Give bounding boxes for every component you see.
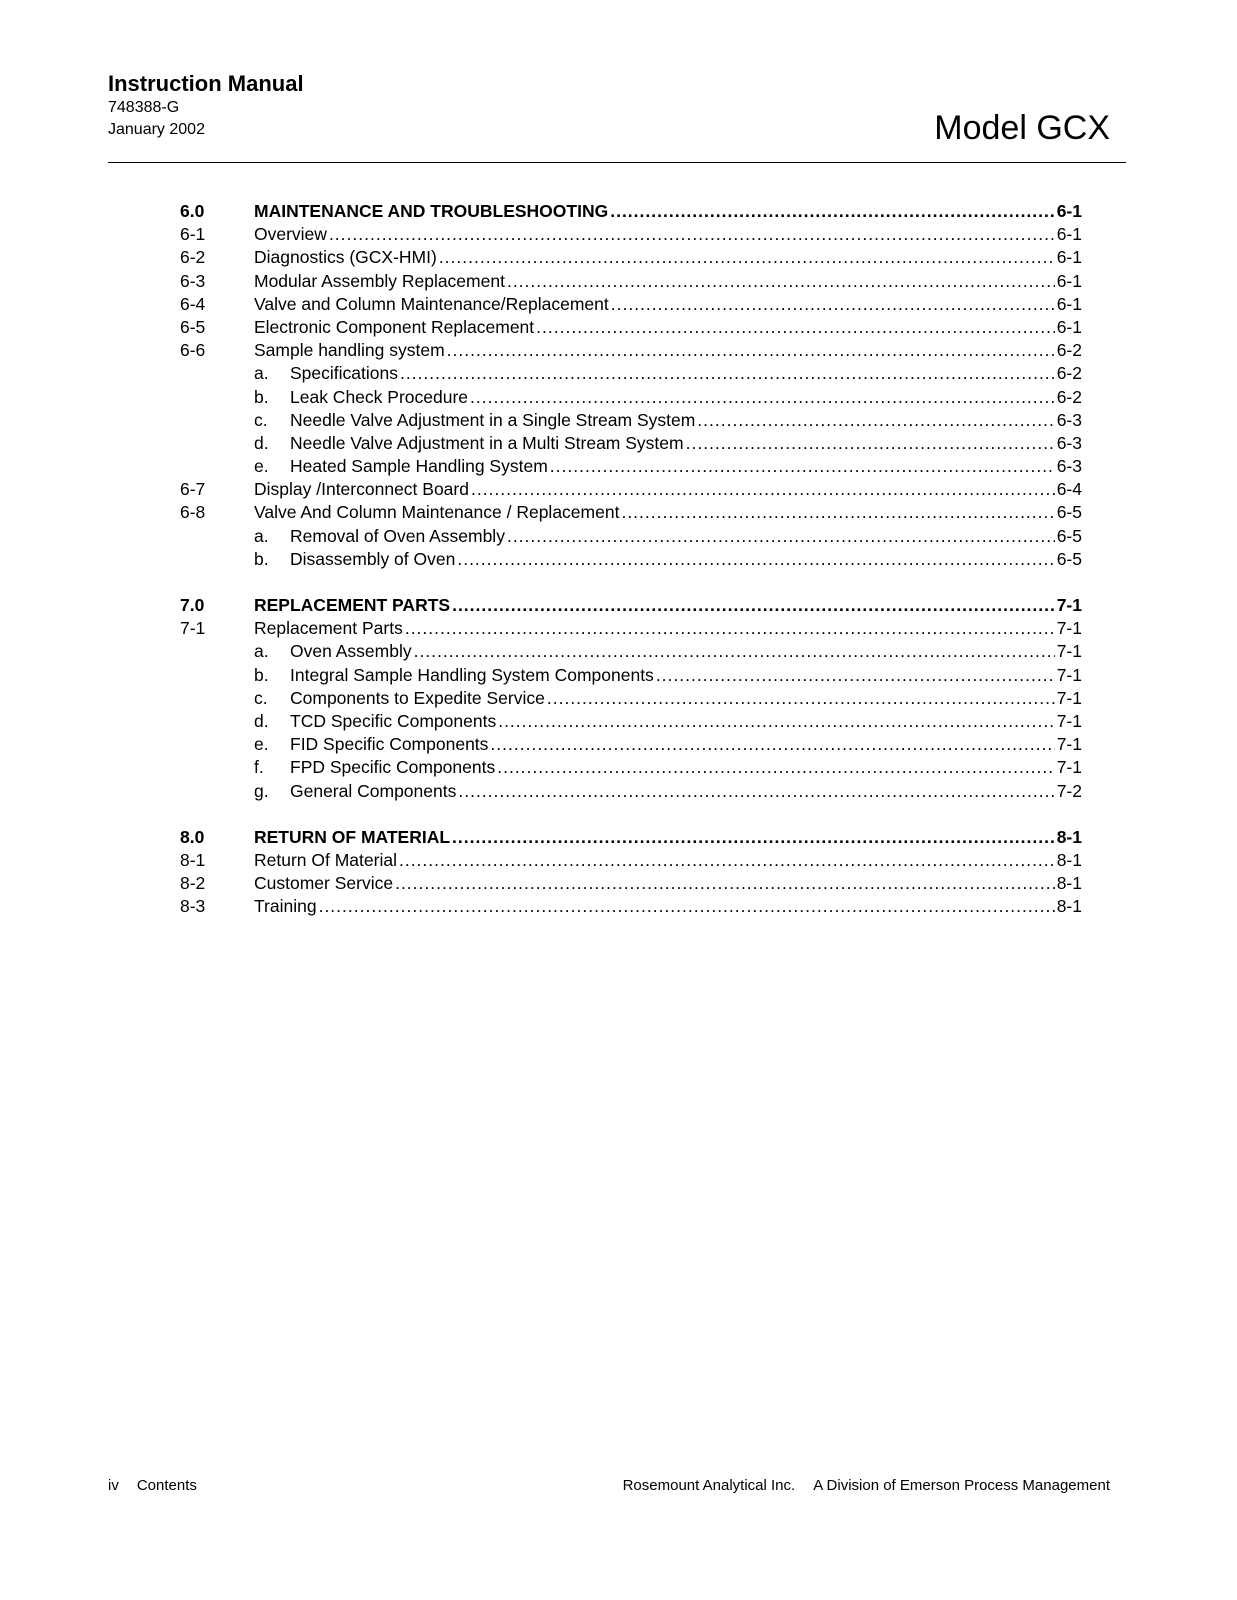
toc-page-number: 6-1 [1056,247,1082,268]
toc-title: Removal of Oven Assembly [290,525,505,546]
document-header [108,71,304,141]
document-title: Instruction Manual [108,71,304,96]
toc-page-number: 8-1 [1056,896,1082,917]
toc-letter: e. [254,456,269,477]
toc-page-number: 6-3 [1056,432,1082,453]
toc-letter: e. [254,734,269,755]
toc-title: Valve And Column Maintenance / Replacement [254,502,620,523]
toc-section-entry [180,293,1082,316]
footer-company: Rosemount Analytical Inc. [622,1477,796,1494]
toc-chapter-entry [180,594,1082,617]
toc-page-number: 7-1 [1056,664,1082,685]
toc-subsection-entry [180,780,1082,803]
toc-title: Heated Sample Handling System [290,456,548,477]
toc-title: Needle Valve Adjustment in a Multi Stream System [290,432,684,453]
toc-dot-leader [405,617,1055,640]
toc-section-entry [180,270,1082,293]
toc-letter: c. [254,687,268,708]
toc-title: Return Of Material [254,849,397,870]
toc-number: 8.0 [180,826,205,847]
toc-page-number: 6-4 [1056,479,1082,500]
toc-dot-leader [490,733,1054,756]
toc-title: Diagnostics (GCX-HMI) [254,247,437,268]
toc-dot-leader [610,200,1054,223]
toc-subsection-entry [180,455,1082,478]
toc-letter: a. [254,363,269,384]
toc-title: Overview [254,224,327,245]
toc-page-number: 6-3 [1056,409,1082,430]
toc-subsection-entry [180,409,1082,432]
toc-letter: a. [254,525,269,546]
document-date: January 2002 [108,121,205,138]
toc-subsection-entry [180,548,1082,571]
toc-number: 6-7 [180,479,206,500]
toc-letter: g. [254,780,269,801]
toc-dot-leader [329,223,1055,246]
toc-dot-leader [697,409,1054,432]
toc-dot-leader [656,664,1055,687]
toc-page-number: 6-5 [1056,525,1082,546]
toc-title: Components to Expedite Service [290,687,545,708]
toc-section [180,200,1082,571]
footer-division: A Division of Emerson Process Management [813,1477,1110,1494]
toc-subsection-entry [180,362,1082,385]
toc-page-number: 8-1 [1056,873,1082,894]
toc-title: Specifications [290,363,398,384]
toc-page-number: 6-1 [1056,270,1082,291]
toc-number: 6-4 [180,293,206,314]
toc-section-entry [180,478,1082,501]
toc-dot-leader [547,687,1055,710]
toc-number: 6-8 [180,502,206,523]
toc-dot-leader [507,525,1055,548]
toc-title: TCD Specific Components [290,710,497,731]
toc-title: FID Specific Components [290,734,489,755]
toc-dot-leader [452,826,1055,849]
toc-dot-leader [471,478,1055,501]
toc-page-number: 6-5 [1056,502,1082,523]
toc-dot-leader [319,895,1055,918]
toc-number: 6-3 [180,270,206,291]
toc-section [180,826,1082,919]
document-number: 748388-G [108,99,180,116]
toc-title: Leak Check Procedure [290,386,469,407]
toc-dot-leader [458,780,1054,803]
toc-title: MAINTENANCE AND TROUBLESHOOTING [254,201,609,221]
toc-number: 8-1 [180,849,206,870]
toc-page-number: 8-1 [1056,826,1082,847]
toc-page-number: 8-1 [1056,849,1082,870]
toc-dot-leader [452,594,1055,617]
toc-page-number: 7-1 [1056,595,1082,615]
toc-title: REPLACEMENT PARTS [254,595,451,615]
toc-section-entry [180,316,1082,339]
toc-page-number: 7-1 [1056,710,1082,731]
toc-dot-leader [470,386,1055,409]
toc-title: Oven Assembly [290,641,412,662]
toc-title: FPD Specific Components [290,757,496,778]
toc-title: Sample handling system [254,340,445,361]
toc-title: Disassembly of Oven [290,548,456,569]
toc-section-entry [180,223,1082,246]
toc-dot-leader [611,293,1055,316]
toc-dot-leader [457,548,1054,571]
toc-number: 7-1 [180,618,206,639]
toc-title: Needle Valve Adjustment in a Single Stream System [290,409,696,430]
toc-dot-leader [395,872,1055,895]
toc-page-number: 6-3 [1056,456,1082,477]
toc-page-number: 7-1 [1056,734,1082,755]
toc-dot-leader [399,849,1055,872]
toc-number: 7.0 [180,595,205,615]
toc-section-entry [180,339,1082,362]
table-of-contents [180,200,1082,941]
toc-section-entry [180,849,1082,872]
footer-section: Contents [136,1477,197,1494]
toc-page-number: 6-1 [1056,201,1082,221]
toc-dot-leader [621,501,1054,524]
toc-section [180,594,1082,803]
toc-subsection-entry [180,432,1082,455]
toc-dot-leader [536,316,1055,339]
toc-number: 6-2 [180,247,206,268]
toc-title: Modular Assembly Replacement [254,270,505,291]
toc-title: Training [254,896,317,917]
toc-page-number: 6-2 [1056,340,1082,361]
toc-dot-leader [686,432,1055,455]
toc-title: Valve and Column Maintenance/Replacement [254,293,609,314]
toc-subsection-entry [180,664,1082,687]
toc-page-number: 6-5 [1056,548,1082,569]
toc-subsection-entry [180,386,1082,409]
toc-chapter-entry [180,200,1082,223]
toc-letter: f. [254,757,264,778]
toc-subsection-entry [180,756,1082,779]
toc-subsection-entry [180,525,1082,548]
toc-chapter-entry [180,826,1082,849]
toc-dot-leader [447,339,1055,362]
toc-letter: d. [254,710,269,731]
toc-number: 6-5 [180,316,206,337]
toc-dot-leader [414,640,1055,663]
toc-letter: a. [254,641,269,662]
toc-letter: b. [254,664,269,685]
toc-subsection-entry [180,687,1082,710]
toc-section-entry [180,617,1082,640]
toc-dot-leader [507,270,1055,293]
toc-dot-leader [550,455,1055,478]
toc-letter: b. [254,548,269,569]
toc-letter: d. [254,432,269,453]
toc-page-number: 7-1 [1056,618,1082,639]
model-title: Model GCX [934,109,1110,147]
toc-page-number: 7-1 [1056,757,1082,778]
toc-title: General Components [290,780,457,801]
toc-section-entry [180,501,1082,524]
toc-section-entry [180,872,1082,895]
toc-dot-leader [497,756,1054,779]
toc-page-number: 6-1 [1056,224,1082,245]
toc-title: Integral Sample Handling System Components [290,664,654,685]
toc-dot-leader [400,362,1055,385]
toc-section-entry [180,246,1082,269]
toc-page-number: 7-1 [1056,641,1082,662]
toc-number: 6-6 [180,340,206,361]
footer-right [623,1477,1110,1494]
toc-title: Display /Interconnect Board [254,479,469,500]
header-divider [108,162,1126,163]
toc-dot-leader [498,710,1055,733]
toc-number: 6.0 [180,201,205,221]
toc-subsection-entry [180,640,1082,663]
toc-number: 6-1 [180,224,206,245]
toc-subsection-entry [180,733,1082,756]
toc-number: 8-2 [180,873,206,894]
toc-page-number: 7-1 [1056,687,1082,708]
toc-number: 8-3 [180,896,206,917]
toc-page-number: 6-1 [1056,293,1082,314]
toc-subsection-entry [180,710,1082,733]
toc-page-number: 6-1 [1056,316,1082,337]
toc-page-number: 6-2 [1056,386,1082,407]
toc-title: Replacement Parts [254,618,403,639]
toc-letter: c. [254,409,268,430]
toc-section-entry [180,895,1082,918]
footer-page-number: iv [108,1477,119,1494]
footer-left [108,1477,215,1494]
toc-title: Customer Service [254,873,394,894]
toc-page-number: 6-2 [1056,363,1082,384]
toc-title: RETURN OF MATERIAL [254,826,451,847]
toc-page-number: 7-2 [1056,780,1082,801]
toc-dot-leader [439,246,1055,269]
toc-title: Electronic Component Replacement [254,316,535,337]
toc-letter: b. [254,386,269,407]
